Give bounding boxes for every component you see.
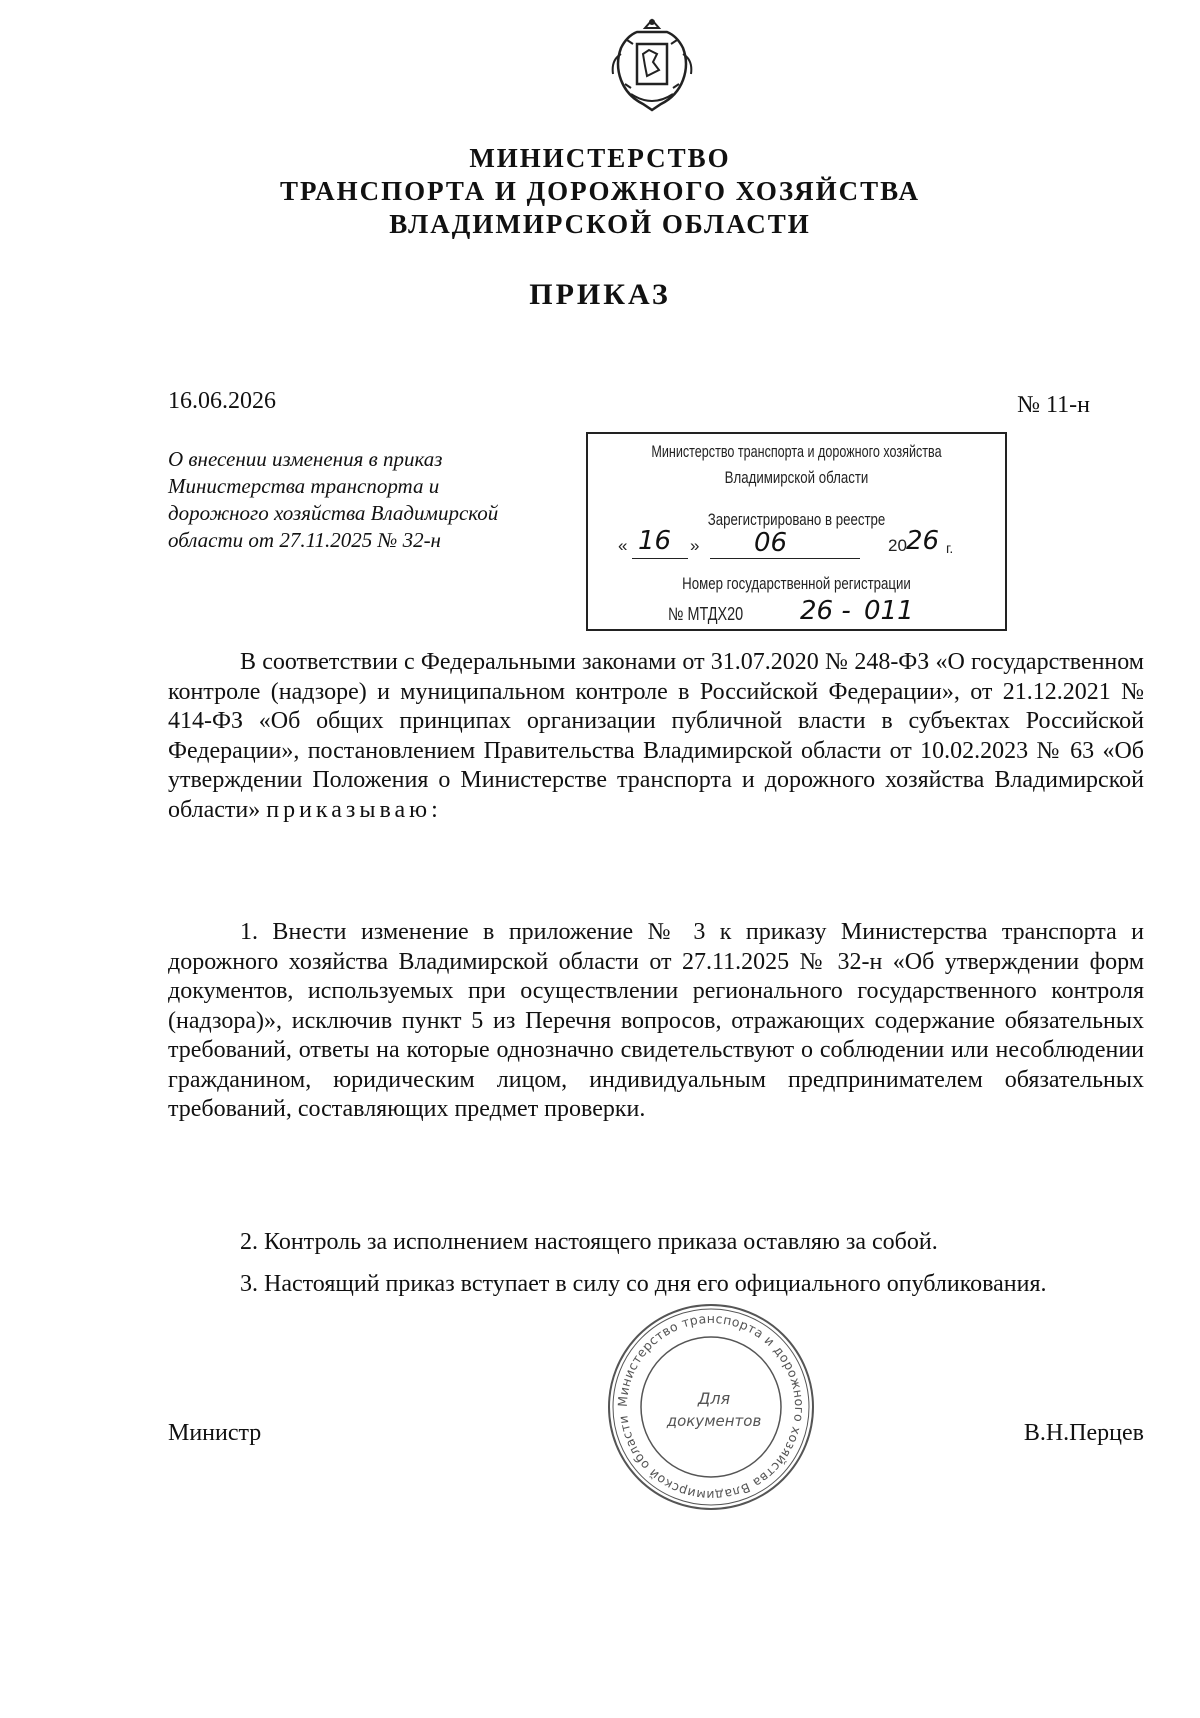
order-date: 16.06.2026 xyxy=(168,388,276,414)
quote-close: » xyxy=(690,536,700,555)
registration-number-year: 26 - xyxy=(800,596,851,626)
registration-number-prefix: № МТДХ20 xyxy=(668,604,744,624)
item-3-paragraph xyxy=(168,1270,1144,1300)
item-2-text: 2. Контроль за исполнением настоящего приказа оставляю за собой. xyxy=(240,1229,938,1255)
subject-line: Министерства транспорта и xyxy=(168,474,440,498)
preamble-paragraph xyxy=(168,648,1144,825)
registration-year: 26 xyxy=(906,526,940,556)
seal-center-line2: документов xyxy=(666,1412,762,1430)
quote-open: « xyxy=(618,536,628,555)
stamp-line: Зарегистрировано в реестре xyxy=(707,510,886,529)
seal-center-line1: Для xyxy=(697,1389,731,1408)
item-2-paragraph xyxy=(168,1228,1144,1258)
order-word: приказываю: xyxy=(266,796,442,823)
month-underline xyxy=(710,558,860,559)
signer-name: В.Н.Перцев xyxy=(1023,1420,1144,1446)
item-1-text: 1. Внести изменение в приложение № 3 к приказу Министерства транспорта и дорожного хозяйства Владимирской области от 27.11.2025 № 32-н «Об утверждении форм документов, используемых при осуществлении регионального государственного контроля (надзора)», исключив пункт 5 из Перечня вопросов, отражающих содержание обязательных требований, ответы на которые однозначно свидетельствуют о соблюдении или несоблюдении гражданином, юридическим лицом, индивидуальным предпринимателем обязательных требований, составляющих предмет проверки. xyxy=(168,919,1144,1122)
ministry-name-line3: ВЛАДИМИРСКОЙ ОБЛАСТИ xyxy=(389,209,811,239)
subject-line: области от 27.11.2025 № 32-н xyxy=(168,528,441,552)
item-3-text: 3. Настоящий приказ вступает в силу со дня его официального опубликования. xyxy=(240,1271,1047,1297)
document-type-title: ПРИКАЗ xyxy=(529,278,671,311)
registration-date xyxy=(588,526,1005,564)
registration-number-seq: 011 xyxy=(864,596,914,626)
subject-line: О внесении изменения в приказ xyxy=(168,447,443,471)
seal-ring-text: Министерство транспорта и дорожного хозяйства Владимирской области xyxy=(614,1310,808,1504)
stamp-line: Номер государственной регистрации xyxy=(682,574,911,593)
signer-title: Министр xyxy=(168,1420,262,1446)
item-1-paragraph xyxy=(168,918,1144,1125)
order-number: № 11-н xyxy=(1017,392,1090,418)
ministry-name-line2: ТРАНСПОРТА И ДОРОЖНОГО ХОЗЯЙСТВА xyxy=(280,176,920,206)
stamp-line: Владимирской области xyxy=(724,468,869,487)
stamp-line: Министерство транспорта и дорожного хозяйства xyxy=(651,442,942,461)
registration-month: 06 xyxy=(754,528,788,558)
subject-line: дорожного хозяйства Владимирской xyxy=(168,501,499,525)
registration-day: 16 xyxy=(638,526,672,556)
registration-number xyxy=(588,596,1005,628)
coat-of-arms-emblem xyxy=(607,14,697,114)
registration-stamp xyxy=(586,432,1007,631)
day-underline xyxy=(632,558,688,559)
preamble-text: В соответствии с Федеральными законами от 31.07.2020 № 248-ФЗ «О государственном контроле (надзоре) и муниципальном контроле в Российской Федерации», от 21.12.2021 № 414-ФЗ «Об общих принципах организации публичной власти в субъектах Российской Федерации», постановлением Правительства Владимирской области от 10.02.2023 № 63 «Об утверждении Положения о Министерстве транспорта и дорожного хозяйства Владимирской области» xyxy=(168,649,1144,823)
year-prefix: 20 xyxy=(888,536,907,555)
order-subject xyxy=(168,446,563,554)
ministry-name-line1: МИНИСТЕРСТВО xyxy=(469,143,731,173)
year-letter: г. xyxy=(946,540,954,556)
official-seal xyxy=(604,1300,818,1514)
